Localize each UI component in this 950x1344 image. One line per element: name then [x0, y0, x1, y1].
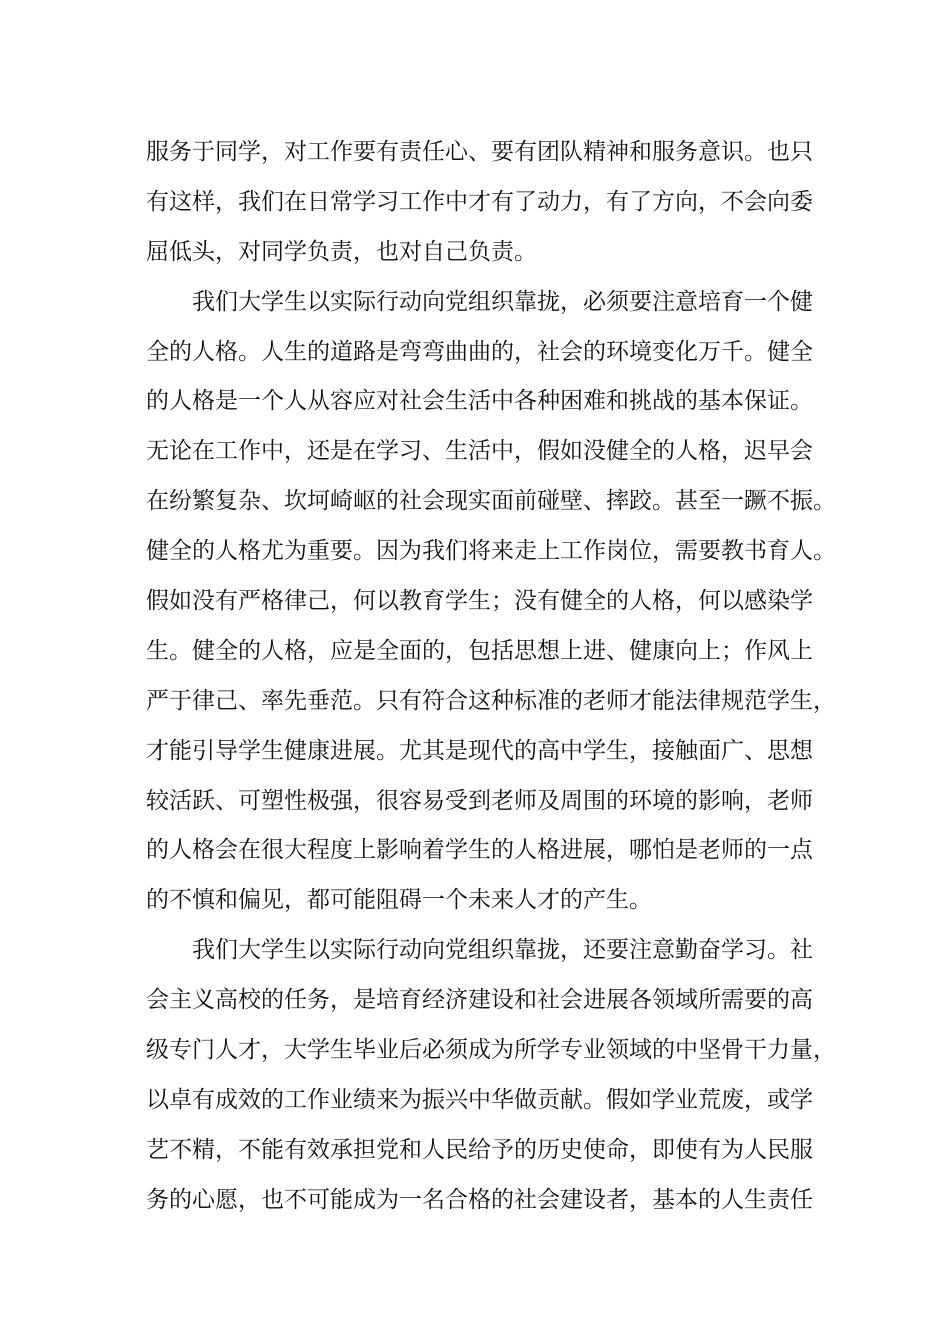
text-line: 严于律己、率先垂范。只有符合这种标准的老师才能法律规范学生，	[146, 687, 836, 714]
text-line: 的人格是一个人从容应对社会生活中各种困难和挑战的基本保证。	[146, 388, 813, 415]
document-body	[146, 128, 836, 1226]
text-line: 务的心愿，也不可能成为一名合格的社会建设者，基本的人生责任	[146, 1186, 813, 1213]
paragraph-start-line: 我们大学生以实际行动向党组织靠拢，必须要注意培育一个健	[192, 288, 813, 315]
text-line: 假如没有严格律己，何以教育学生；没有健全的人格，何以感染学	[146, 588, 813, 615]
text-line: 有这样，我们在日常学习工作中才有了动力，有了方向，不会向委	[146, 188, 813, 215]
text-line: 屈低头，对同学负责，也对自己负责。	[146, 238, 537, 265]
text-line: 级专门人才，大学生毕业后必须成为所学专业领域的中坚骨干力量，	[146, 1037, 836, 1064]
paragraph-start-line: 我们大学生以实际行动向党组织靠拢，还要注意勤奋学习。社	[192, 937, 813, 964]
text-line: 在纷繁复杂、坎坷崎岖的社会现实面前碰壁、摔跤。甚至一蹶不振。	[146, 488, 836, 515]
text-line: 的不慎和偏见，都可能阻碍一个未来人才的产生。	[146, 887, 652, 914]
text-line: 无论在工作中，还是在学习、生活中，假如没健全的人格，迟早会	[146, 438, 813, 465]
text-line: 的人格会在很大程度上影响着学生的人格进展，哪怕是老师的一点	[146, 837, 813, 864]
text-line: 会主义高校的任务，是培育经济建设和社会进展各领域所需要的高	[146, 987, 813, 1014]
text-line: 生。健全的人格，应是全面的，包括思想上进、健康向上；作风上	[146, 637, 813, 664]
text-line: 全的人格。人生的道路是弯弯曲曲的，社会的环境变化万千。健全	[146, 338, 813, 365]
text-line: 才能引导学生健康进展。尤其是现代的高中学生，接触面广、思想	[146, 737, 813, 764]
text-line: 服务于同学，对工作要有责任心、要有团队精神和服务意识。也只	[146, 139, 813, 165]
text-line: 较活跃、可塑性极强，很容易受到老师及周围的环境的影响，老师	[146, 787, 813, 814]
text-line: 艺不精，不能有效承担党和人民给予的历史使命，即使有为人民服	[146, 1136, 813, 1163]
text-line: 以卓有成效的工作业绩来为振兴中华做贡献。假如学业荒废，或学	[146, 1086, 813, 1113]
text-line: 健全的人格尤为重要。因为我们将来走上工作岗位，需要教书育人。	[146, 538, 836, 565]
